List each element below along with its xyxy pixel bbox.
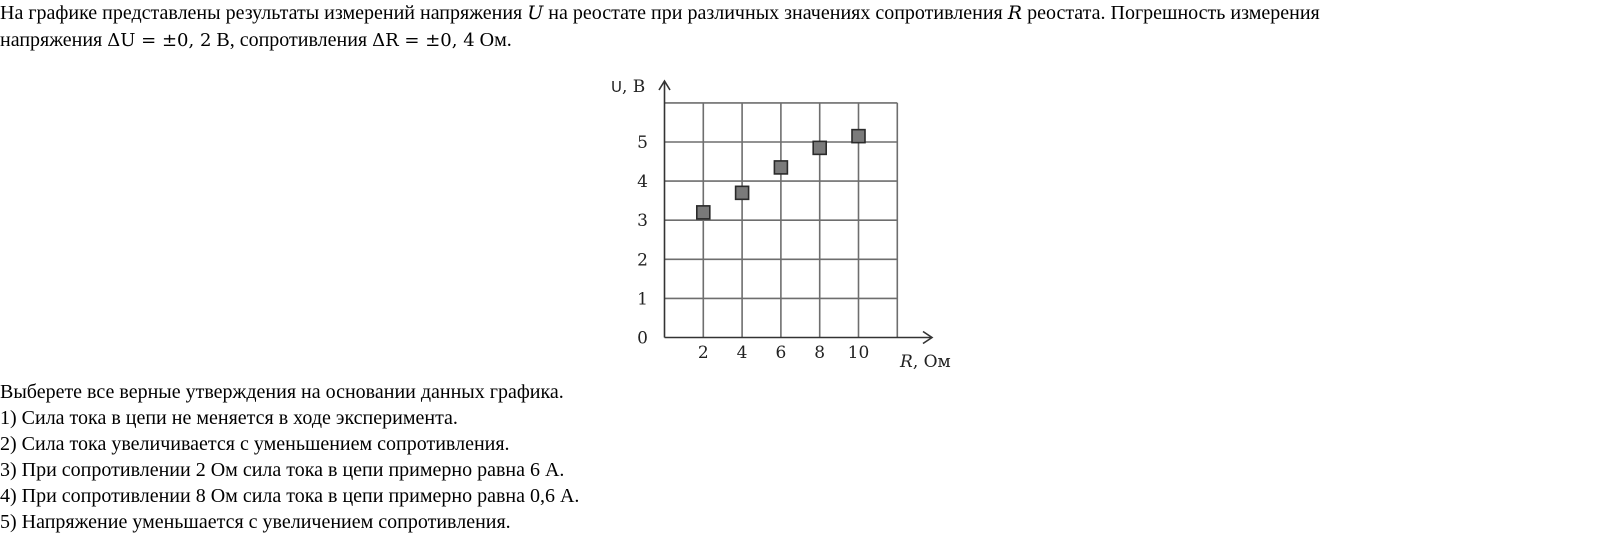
svg-text:0: 0	[637, 328, 648, 349]
question-prompt: Выберете все верные утверждения на основании данных графика.	[0, 381, 564, 403]
x-tick-labels	[698, 343, 869, 363]
svg-text:6: 6	[775, 343, 787, 363]
data-point-marker	[774, 161, 787, 174]
intro-text: В, сопротивления	[211, 29, 373, 51]
svg-text:3: 3	[637, 211, 648, 232]
option-4: 4) При сопротивлении 8 Ом сила тока в цепи примерно равна 0,6 А.	[0, 485, 580, 507]
svg-text:8: 8	[814, 343, 826, 363]
svg-text:2: 2	[637, 250, 648, 271]
math-delta-R: ΔR = ±0, 4	[372, 30, 475, 51]
svg-text:4: 4	[736, 343, 748, 363]
option-1: 1) Сила тока в цепи не меняется в ходе эксперимента.	[0, 407, 458, 429]
scatter-chart	[600, 70, 970, 375]
data-point-marker	[813, 141, 826, 154]
svg-text:1: 1	[637, 289, 648, 310]
intro-text: на реостате при различных значениях сопротивления	[543, 2, 1008, 24]
intro-line-2	[0, 27, 512, 54]
option-3: 3) При сопротивлении 2 Ом сила тока в цепи примерно равна 6 А.	[0, 459, 565, 481]
option-2: 2) Сила тока увеличивается с уменьшением сопротивления.	[0, 433, 510, 455]
data-point-marker	[697, 206, 710, 219]
svg-text:10: 10	[847, 343, 870, 363]
intro-text: реостата. Погрешность измерения	[1022, 2, 1320, 24]
intro-line-1	[0, 0, 1320, 26]
data-point-marker	[736, 186, 749, 199]
intro-text: напряжения	[0, 29, 108, 51]
math-R: R	[1007, 2, 1023, 24]
y-tick-labels	[637, 133, 648, 349]
x-axis-label: R, Ом	[900, 352, 951, 372]
y-axis-label: U, В	[611, 77, 646, 97]
svg-text:5: 5	[637, 133, 648, 153]
intro-text: Ом.	[474, 29, 512, 51]
math-U: U	[527, 2, 544, 24]
svg-text:4: 4	[637, 172, 648, 193]
math-delta-U: ΔU = ±0, 2	[107, 30, 212, 51]
intro-text: На графике представлены результаты измерений напряжения	[0, 2, 528, 24]
svg-text:2: 2	[697, 343, 709, 363]
data-point-marker	[852, 130, 865, 143]
option-5: 5) Напряжение уменьшается с увеличением сопротивления.	[0, 511, 511, 533]
